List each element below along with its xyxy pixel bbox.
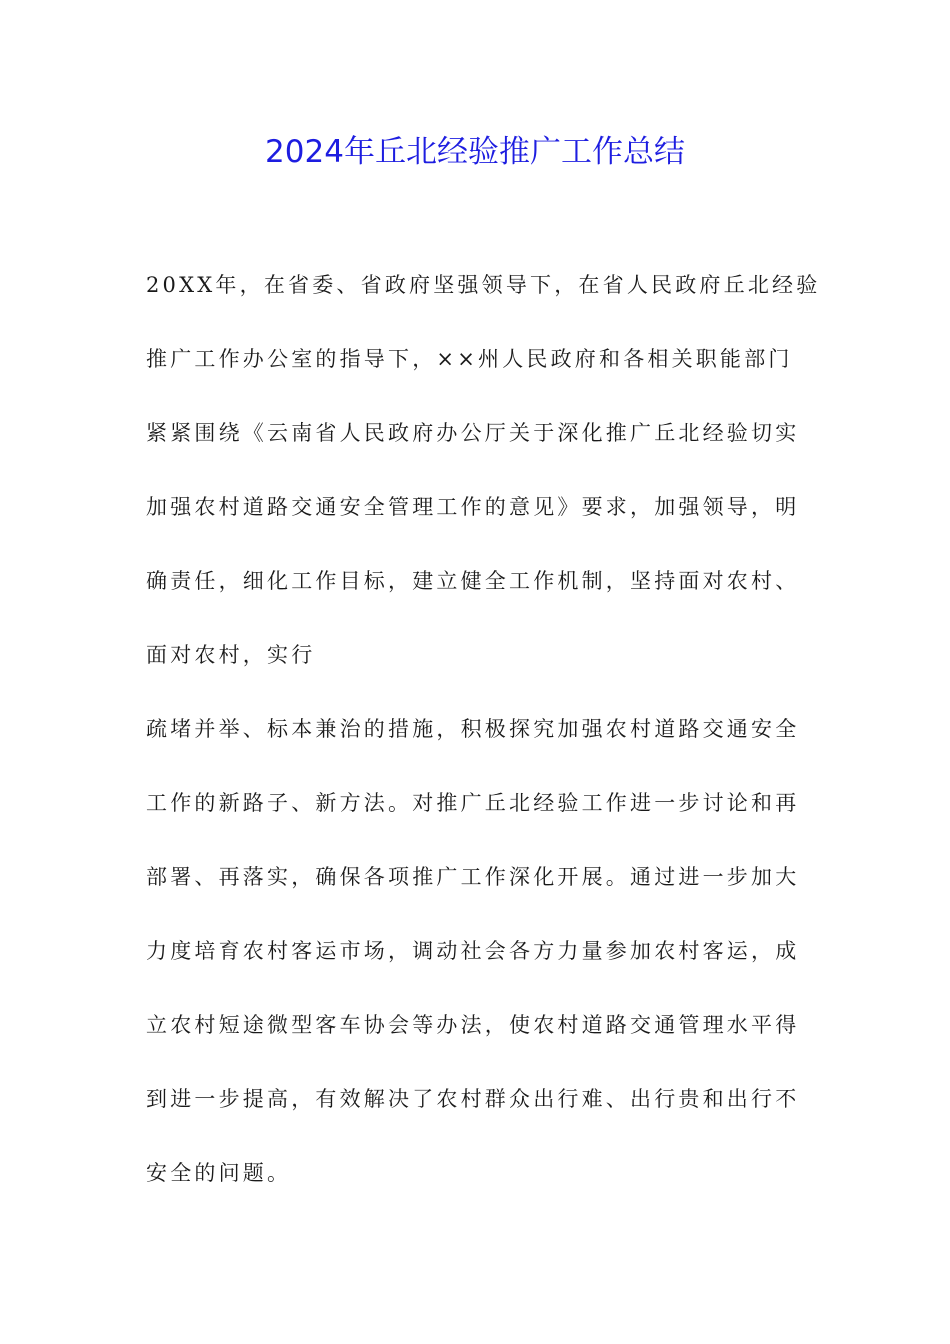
paragraph-line: 推广工作办公室的指导下，××州人民政府和各相关职能部门: [146, 347, 793, 371]
paragraph-line: 到进一步提高，有效解决了农村群众出行难、出行贵和出行不: [146, 1087, 800, 1111]
paragraph-line: 紧紧围绕《云南省人民政府办公厅关于深化推广丘北经验切实: [146, 421, 800, 445]
paragraph-line: 加强农村道路交通安全管理工作的意见》要求，加强领导，明: [146, 495, 800, 519]
paragraph-line: 疏堵并举、标本兼治的措施，积极探究加强农村道路交通安全: [146, 717, 800, 741]
paragraph-line: 安全的问题。: [146, 1161, 292, 1185]
paragraph-line: 部署、再落实，确保各项推广工作深化开展。通过进一步加大: [146, 865, 800, 889]
paragraph-line: 力度培育农村客运市场，调动社会各方力量参加农村客运，成: [146, 939, 800, 963]
paragraph-line: 立农村短途微型客车协会等办法，使农村道路交通管理水平得: [146, 1013, 800, 1037]
paragraph-line: 确责任，细化工作目标，建立健全工作机制，坚持面对农村、: [146, 569, 800, 593]
document-title: 2024年丘北经验推广工作总结: [265, 134, 685, 170]
paragraph-line: 工作的新路子、新方法。对推广丘北经验工作进一步讨论和再: [146, 791, 800, 815]
body-paragraph: [146, 262, 821, 1224]
paragraph-line: 20XX年，在省委、省政府坚强领导下，在省人民政府丘北经验: [146, 273, 821, 297]
paragraph-line: 面对农村，实行: [146, 643, 316, 667]
